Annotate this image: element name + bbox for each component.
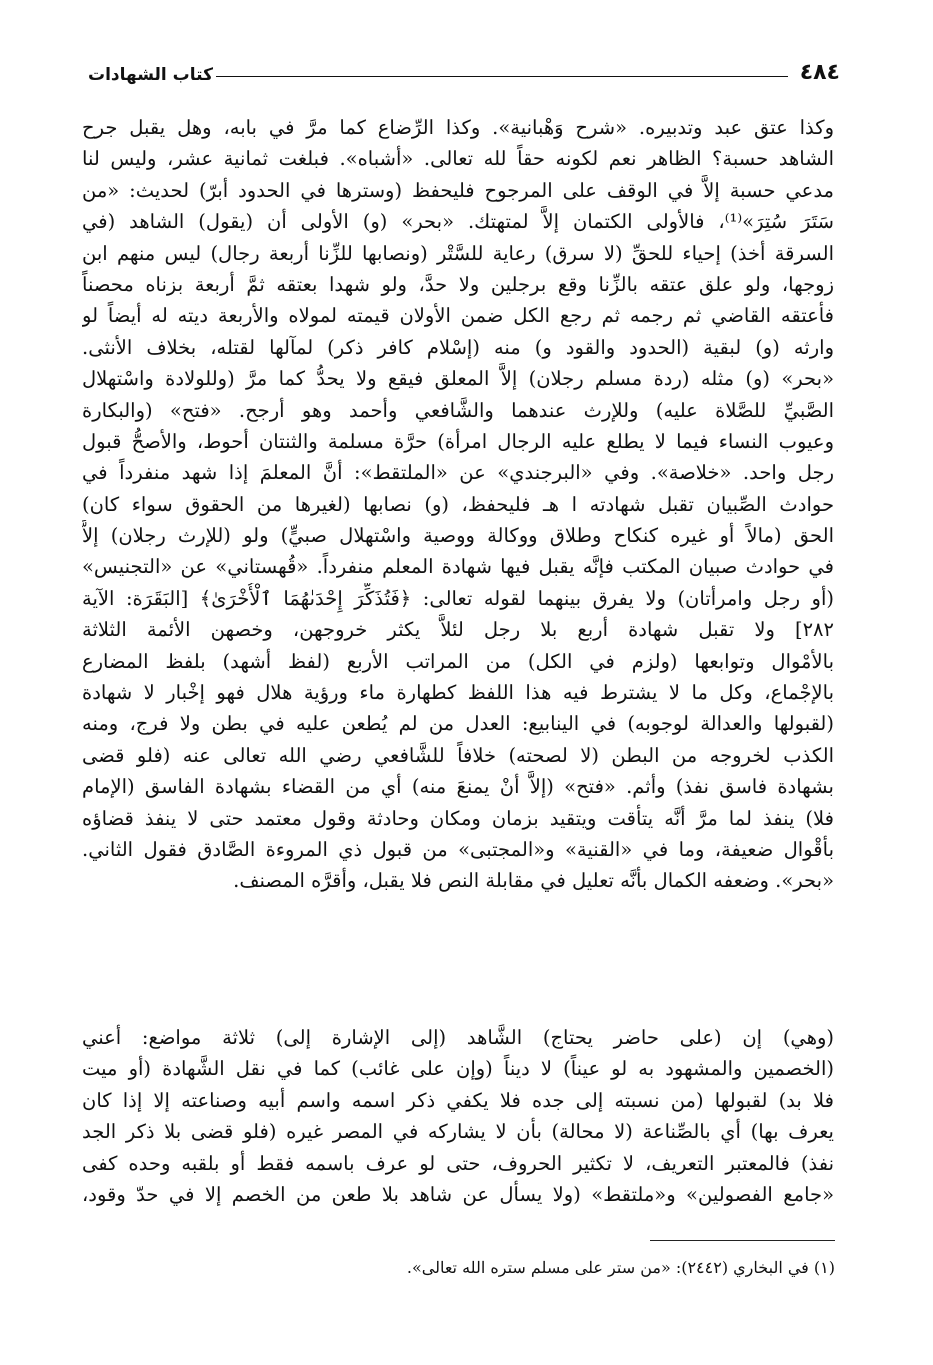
text-line: فأعتقه القاضي ثم رجمه ثم رجع الكل ضمن الأولان قيمته لمولاه والأربعة ديته له أيضاً لو: [82, 304, 834, 328]
text-line: رجل واحد. «خلاصة». وفي «البرجندي» عن «الملتقط»: أنَّ المعلمَ إذا شهد منفرداً في: [82, 461, 834, 485]
header-rule: [216, 76, 788, 77]
text-line: بشهادة فاسق نفذ) وأثم. «فتح» (إلاَّ أنْ يمنعَ منه) أي من القضاء بشهادة الفاسق (الإمام: [82, 775, 834, 799]
text-line: (وهي) إن (على حاضر يحتاج) الشَّاهد (إلى الإشارة إلى) ثلاثة مواضع: أعني: [82, 1026, 834, 1049]
text-line: «جامع الفصولين» و«ملتقط» (ولا يسأل عن شاهد بلا طعن من الخصم إلا في حدّ وقود،: [82, 1182, 834, 1206]
text-line: يعرف بها) أي بالصِّناعة (لا محالة) بأن لا يشاركه في المصر غيره (فلو قضى بلا ذكر الجد: [82, 1120, 834, 1144]
text-line: «بحر» (و) مثله (ردة مسلم رجلان) إلاَّ المعلق فيقع ولا يحدُّ كما مرَّ (وللولادة واسْتهلال: [82, 367, 834, 391]
text-line: حوادث الصِّبيان تقبل شهادته ا هـ فليحفظ، (و) نصابها (لغيرها من الحقوق سواء كان): [82, 492, 834, 516]
page-header: [88, 58, 840, 94]
text-line: في حوادث صبيان المكتب فإنَّه يقبل فيها شهادة المعلم منفرداً. «قُهستاني» عن «التجنيس»: [82, 555, 834, 579]
text-line: مدعي حسبة إلاَّ في الوقف على المرجوح فليحفظ (وسترها في الحدود أبرّ) لحديث: «من: [82, 178, 834, 202]
text-line: نفذ) فالمعتبر التعريف، لا تكثير الحروف، حتى لو عرف باسمه فقط أو بلقبه وحده كفى: [82, 1151, 834, 1175]
footnote: (١) في البخاري (٢٤٤٢): «من ستر على مسلم ستره الله تعالى».: [406, 1258, 835, 1277]
footnote-divider: [650, 1240, 835, 1241]
text-line: وعيوب النساء فيما لا يطلع عليه الرجال امرأة) حرَّة مسلمة والثنتان أحوط، والأصحُّ قبول: [82, 429, 834, 453]
text-line: فلا بد) لقبولها (من نسبته إلى جده فلا يكفي ذكر اسمه واسم أبيه وصناعته إلا إذا كان: [82, 1088, 834, 1112]
book-title: كتاب الشهادات: [88, 65, 213, 85]
text-line: سَتَرَ سُتِرَ»⁽¹⁾، فالأولى الكتمان إلاَّ لمتهتك. «بحر» (و) الأولى أن (يقول) الشاهد (في: [82, 210, 834, 234]
text-line: الحق (مالاً أو غيره كنكاح وطلاق ووكالة ووصية واسْتهلال صبيٍّ) ولو (للإرث رجلان) إلاَّ: [82, 524, 834, 548]
text-line: (الخصمين والمشهود به لو عيناً) لا ديناً (وإن على غائب) كما في نقل الشَّهادة (أو ميت: [82, 1057, 834, 1081]
page-number: ٤٨٤: [799, 60, 840, 85]
main-paragraph: [82, 112, 834, 897]
text-line: (أو رجل وامرأتان) ولا يفرق بينهما لقوله تعالى: ﴿فَتُذَكِّرَ إِحْدَىٰهُمَا ٱلْأُخْرَىٰ﴾ [البَقَرَة: الآية: [82, 586, 834, 610]
text-line: (لقبولها والعدالة لوجوبه) في الينابيع: العدل من لم يُطعن عليه في بطن ولا فرج، ومنه: [82, 712, 834, 736]
text-line: الكذب لخروجه من البطن (لا لصحته) خلافاً للشَّافعي رضي الله تعالى عنه (فلو قضى: [82, 743, 834, 767]
text-line: وارثه (و) لبقية (الحدود والقود و) منه (إسْلام كافر ذكر) لمآلها لقتله، بخلاف الأنثى.: [82, 335, 834, 359]
text-line: الصَّبيِّ للصَّلاة عليه) وللإرث عندهما والشَّافعي وأحمد وهو أرجح. «فتح» (والبكارة: [82, 398, 834, 422]
text-line: السرقة أخذ) إحياء للحقِّ (لا سرق) رعاية للسَّتْر (ونصابها للزِّنا أربعة رجال) ليس منهم ابن: [82, 241, 834, 265]
text-line: «بحر». وضعفه الكمال بأنَّه تعليل في مقابلة النص فلا يقبل، وأقرَّه المصنف.: [233, 869, 834, 893]
text-line: بالإجْماع، وكل ما لا يشترط فيه هذا اللفظ كطهارة ماء ورؤية هلال فهو إخْبار لا شهادة: [82, 681, 834, 705]
text-line: ٢٨٢] ولا تقبل شهادة أربع بلا رجل لئلاَّ يكثر خروجهن، وخصهن الأئمة الثلاثة: [82, 618, 834, 642]
text-line: زوجها، ولو علق عتقه بالزِّنا وقع برجلين ولا حدَّ، ولو شهدا بعتقه ثمَّ أربعة بزناه محصناً: [82, 272, 834, 296]
second-paragraph: [82, 1022, 834, 1210]
text-line: الشاهد حسبة؟ الظاهر نعم لكونه حقاً لله تعالى. «أشباه». فبلغت ثمانية عشر، وليس لنا: [82, 147, 834, 171]
text-line: وكذا عتق عبد وتدبيره. «شرح وَهْبانية». وكذا الرِّضاع كما مرَّ في بابه، وهل يقبل جرح: [82, 116, 834, 139]
text-line: بالأمْوال وتوابعها (ولزم في الكل) من المراتب الأربع (لفظ أشهد) بلفظ المضارع: [82, 649, 834, 673]
text-line: فلا) ينفذ لما مرَّ أنَّه يتأقت ويتقيد بزمان ومكان وحادثة وقول معتمد حتى لا ينفذ قضاؤه: [82, 806, 834, 830]
text-line: بأقْوال ضعيفة، وما في «القنية» و«المجتبى» من قبول ذي المروءة الصَّادق فقول الثاني.: [82, 837, 834, 861]
